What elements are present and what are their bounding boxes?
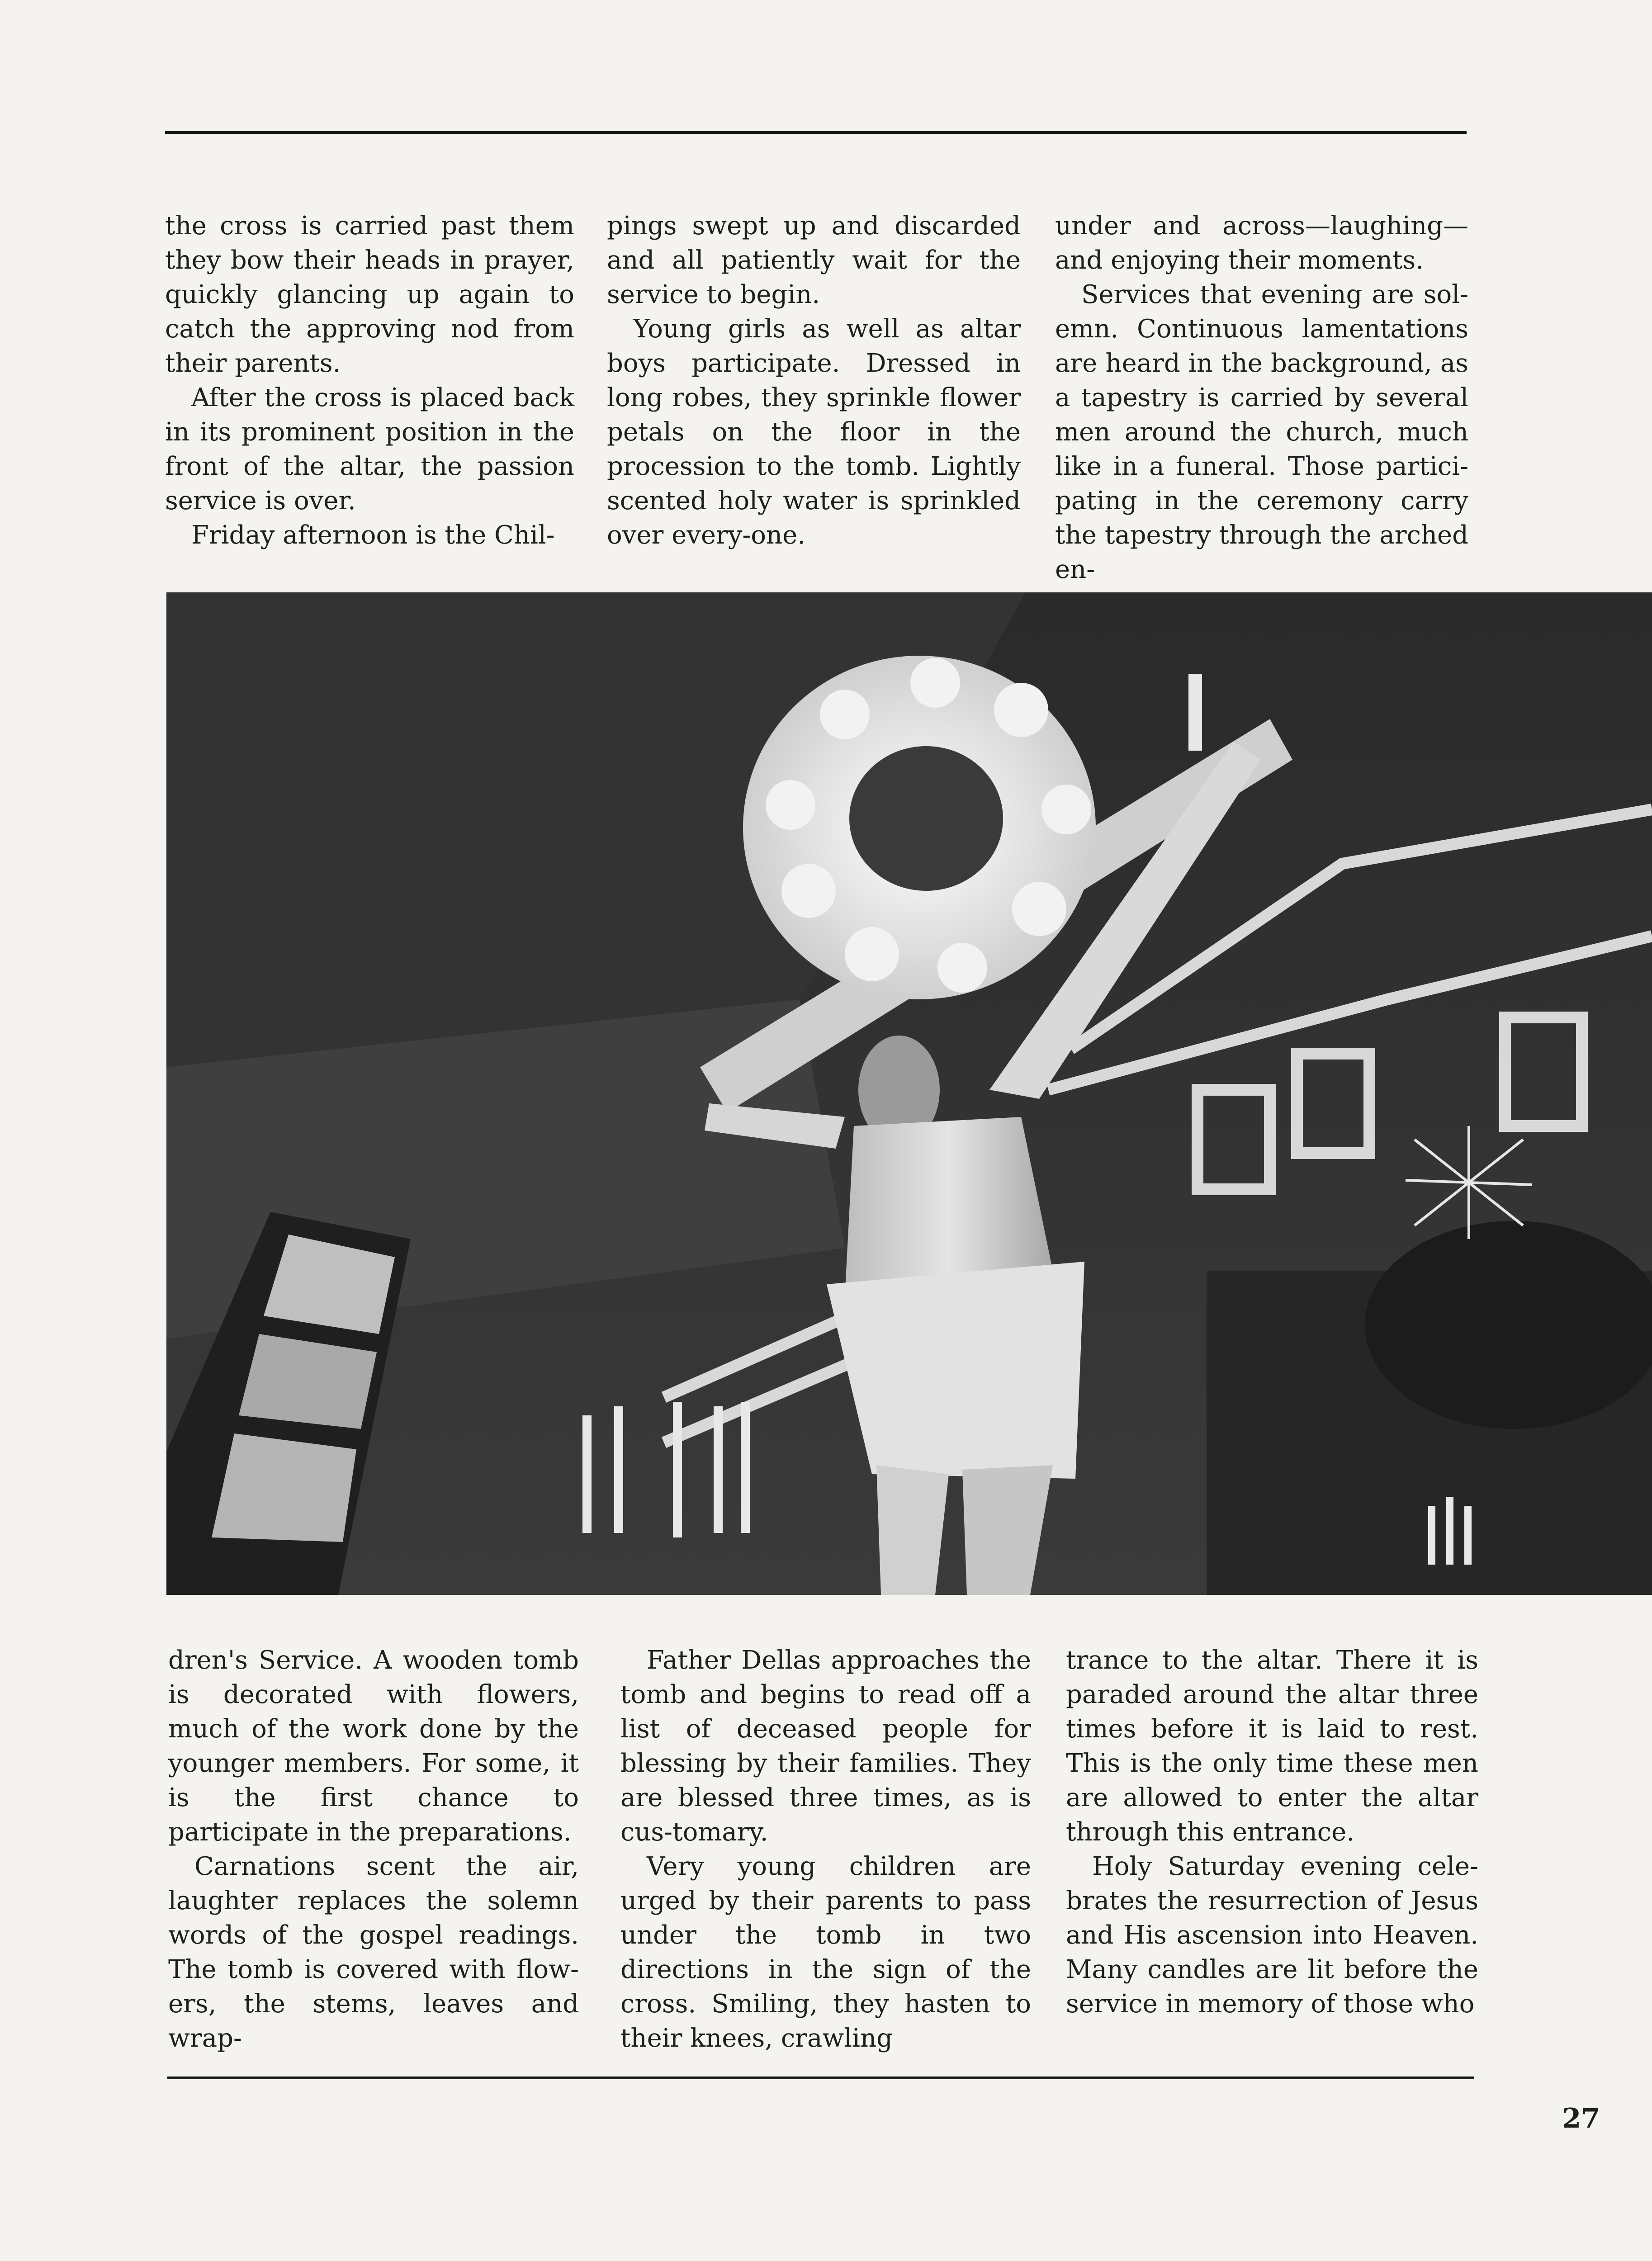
paragraph: Very young children are urged by their parents to pass under the tomb in two directions in the sign of the cross. Smiling, they hasten to their knees, crawling xyxy=(620,1852,1031,2053)
paragraph: Young girls as well as altar boys participate. Dressed in long robes, they sprinkle flower petals on the floor in the procession to the tomb. Lightly scented holy water is sprinkled over every-one. xyxy=(607,314,1021,550)
page-number: 27 xyxy=(1562,2103,1600,2134)
paragraph: After the cross is placed back in its prominent position in the front of the altar, the passion service is over. xyxy=(165,383,574,516)
crucifix-photo xyxy=(166,592,1652,1595)
bottom-column-3 xyxy=(1066,1643,1478,2021)
top-column-1 xyxy=(165,209,574,553)
bottom-column-1 xyxy=(168,1643,579,2056)
paragraph: dren's Service. A wooden tomb is decorated with flowers, much of the work done by the younger members. For some, it is the first chance to participate in the preparations. xyxy=(168,1646,579,1847)
paragraph: under and across—laughing—and enjoying their moments. xyxy=(1055,211,1468,275)
top-rule xyxy=(165,131,1467,134)
paragraph: Friday afternoon is the Chil- xyxy=(191,520,555,550)
paragraph: Father Dellas approaches the tomb and begins to read off a list of deceased people for blessing by their families. They are blessed three times, as is cus-tomary. xyxy=(620,1646,1031,1847)
paragraph: trance to the altar. There it is paraded around the altar three times before it is laid to rest. This is the only time these men are allowed to enter the altar through this entrance. xyxy=(1066,1646,1478,1847)
bottom-column-2 xyxy=(620,1643,1031,2056)
paragraph: Services that evening are sol-emn. Continuous lamentations are heard in the background, as a tapestry is carried by several men around the church, much like in a funeral. Those partici-pating in the ceremony carry the tapestry through the arched en- xyxy=(1055,280,1468,584)
top-column-3 xyxy=(1055,209,1468,587)
paragraph: Holy Saturday evening cele-brates the resurrection of Jesus and His ascension into Heaven. Many candles are lit before the service in memory of those who xyxy=(1066,1852,1478,2019)
paragraph: pings swept up and discarded and all patiently wait for the service to begin. xyxy=(607,211,1021,309)
paragraph: the cross is carried past them they bow their heads in prayer, quickly glancing up again to catch the approving nod from their parents. xyxy=(165,211,574,378)
flower-wreath xyxy=(743,656,1096,999)
top-column-2 xyxy=(607,209,1021,553)
bottom-rule xyxy=(167,2077,1474,2079)
paragraph: Carnations scent the air, laughter replaces the solemn words of the gospel readings. The tomb is covered with flow-ers, the stems, leaves and wrap- xyxy=(168,1852,579,2053)
